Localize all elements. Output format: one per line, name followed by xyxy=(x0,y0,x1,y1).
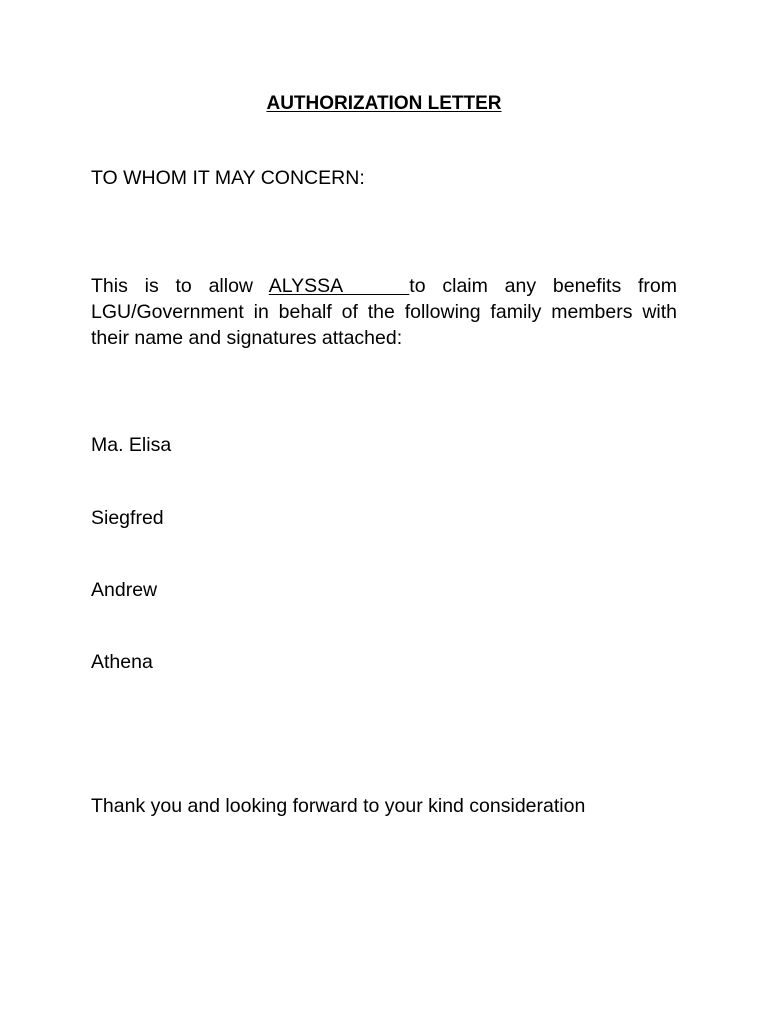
closing-line: Thank you and looking forward to your kind consideration xyxy=(91,795,586,817)
salutation: TO WHOM IT MAY CONCERN: xyxy=(91,167,365,189)
letter-title: AUTHORIZATION LETTER xyxy=(266,93,502,114)
paragraph-prefix: This is to allow xyxy=(91,275,269,297)
authorized-person-name: ALYSSA xyxy=(268,275,410,297)
family-member-name: Andrew xyxy=(91,579,158,601)
authorization-paragraph xyxy=(91,273,677,351)
family-member-name: Siegfred xyxy=(91,507,164,529)
family-member-name: Athena xyxy=(91,651,153,673)
family-member-name: Ma. Elisa xyxy=(91,434,172,456)
paragraph-suffix: to claim any benefits from LGU/Government in behalf of the following family members with their name and signatures attached: xyxy=(91,275,677,349)
